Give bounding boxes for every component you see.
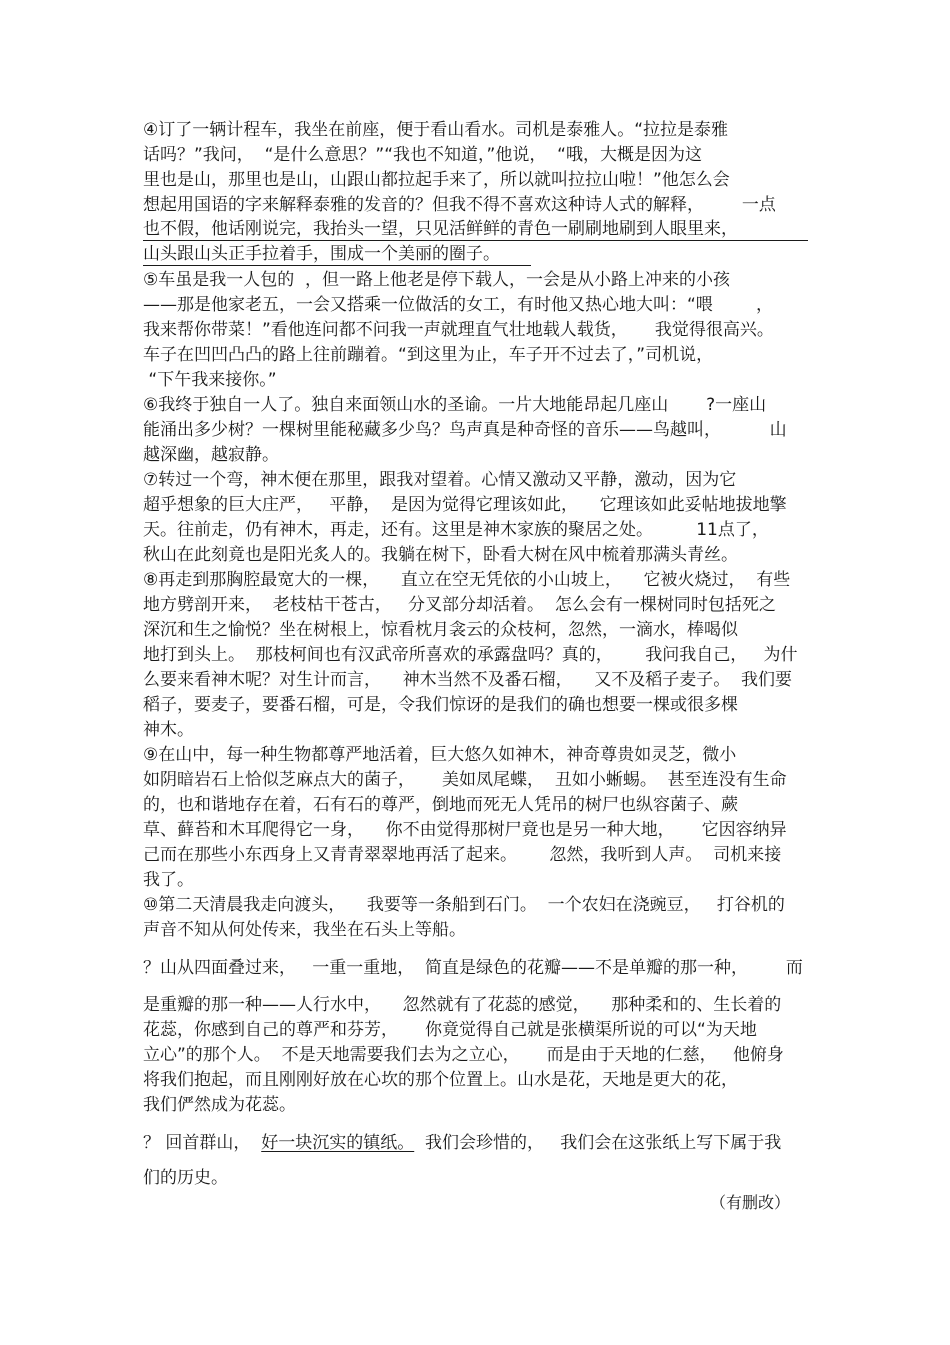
text-line: 么要来看神木呢？对生计而言， 神木当然不及番石榴， 又不及稻子麦子。 我们要 bbox=[143, 670, 793, 690]
edit-note: （有删改） bbox=[709, 1193, 790, 1212]
text-line: 将我们抱起，而且刚刚好放在心坎的那个位置上。山水是花，天地是更大的花， bbox=[143, 1070, 738, 1090]
text-line: 的，也和谐地存在着，石有石的尊严，倒地而死无人凭吊的树尸也纵容菌子、蕨 bbox=[143, 795, 738, 815]
text-line: 地方劈剖开来， 老枝枯干苍古， 分叉部分却活着。 怎么会有一棵树同时包括死之 bbox=[143, 595, 776, 615]
text-line: 如阴暗岩石上恰似芝麻点大的菌子， 美如凤尾蝶， 丑如小蜥蜴。 甚至连没有生命 bbox=[143, 770, 787, 790]
text-line: 声音不知从何处传来，我坐在石头上等船。 bbox=[143, 920, 466, 940]
text-line: 秋山在此刻竟也是阳光炙人的。我躺在树下，卧看大树在风中梳着那满头青丝。 bbox=[143, 545, 738, 565]
text-line: 深沉和生之愉悦？坐在树根上，惊看枕月衾云的众枝柯，忽然，一滴水，棒喝似 bbox=[143, 620, 738, 640]
text-line-with-underline bbox=[143, 1131, 781, 1155]
text-line: ⑨在山中，每一种生物都尊严地活着，巨大悠久如神木，神奇尊贵如灵芝，微小 bbox=[143, 745, 737, 765]
text-line: 们的历史。 bbox=[143, 1168, 228, 1188]
text-line: ⑥我终于独自一人了。独自来面领山水的圣谕。一片大地能昂起几座山 ?一座山 bbox=[143, 395, 767, 415]
text-line: 话吗？”我问， “是什么意思？”“我也不知道，”他说， “哦，大概是因为这 bbox=[143, 145, 702, 165]
text-line: ⑤车虽是我一人包的 ，但一路上他老是停下载人，一会是从小路上冲来的小孩 bbox=[143, 270, 731, 290]
text-line: 立心”的那个人。 不是天地需要我们去为之立心， 而是由于天地的仁慈， 他俯身 bbox=[143, 1045, 784, 1065]
text-line: 里也是山，那里也是山，山跟山都拉起手来了，所以就叫拉拉山啦！”他怎么会 bbox=[143, 170, 730, 190]
text-line: 超乎想象的巨大庄严， 平静， 是因为觉得它理该如此， 它理该如此妥帖地拔地擎 bbox=[143, 495, 787, 515]
text-line: 地打到头上。 那枝柯间也有汉武帝所喜欢的承露盘吗？真的， 我问我自己， 为什 bbox=[143, 645, 798, 665]
text-line: ？山从四面叠过来， 一重一重地， 简直是绿色的花瓣——不是单瓣的那一种， 而 bbox=[143, 958, 803, 978]
text-line: 我们俨然成为花蕊。 bbox=[143, 1095, 296, 1115]
text-line: 天。往前走，仍有神木，再走，还有。这里是神木家族的聚居之处。 11点了， bbox=[143, 520, 769, 540]
text-line-underlined: 山头跟山头正手拉着手，围成一个美丽的圈子。 bbox=[143, 243, 531, 266]
text-line: 车子在凹凹凸凸的路上往前蹦着。“到这里为止，车子开不过去了，”司机说， bbox=[143, 345, 714, 365]
text-line: ——那是他家老五，一会又搭乘一位做活的女工，有时他又热心地大叫：“喂 ， bbox=[143, 295, 774, 315]
text-line: 我来帮你带菜！”看他连问都不问我一声就理直气壮地载人载货， 我觉得很高兴。 bbox=[143, 320, 774, 340]
text-line: 想起用国语的字来解释泰雅的发音的？但我不得不喜欢这种诗人式的解释， 一点 bbox=[143, 195, 776, 215]
text-line: 越深幽，越寂静。 bbox=[143, 445, 279, 465]
text-line: 草、藓苔和木耳爬得它一身， 你不由觉得那树尸竟也是另一种大地， 它因容纳异 bbox=[143, 820, 787, 840]
text-line: 己而在那些小东西身上又青青翠翠地再活了起来。 忽然，我听到人声。 司机来接 bbox=[143, 845, 782, 865]
text-line: 花蕊，你感到自己的尊严和芬芳， 你竟觉得自己就是张横渠所说的可以“为天地 bbox=[143, 1020, 757, 1040]
text-segment: 我们会珍惜的， 我们会在这张纸上写下属于我 bbox=[414, 1133, 782, 1153]
text-line: ④订了一辆计程车，我坐在前座，便于看山看水。司机是泰雅人。“拉拉是泰雅 bbox=[143, 120, 729, 140]
text-line: “下午我来接你。” bbox=[143, 370, 277, 390]
underlined-phrase: 好一块沉实的镇纸。 bbox=[261, 1133, 415, 1153]
text-line: 我了。 bbox=[143, 870, 194, 890]
text-line: ⑦转过一个弯，神木便在那里，跟我对望着。心情又激动又平静，激动，因为它 bbox=[143, 470, 737, 490]
text-line: 是重瓣的那一种——人行水中， 忽然就有了花蕊的感觉， 那种柔和的、生长着的 bbox=[143, 995, 782, 1015]
text-line-underlined: 也不假，他话刚说完，我抬头一望，只见活鲜鲜的青色一刷刷地刷到人眼里来， bbox=[143, 218, 808, 241]
text-line: 稻子，要麦子，要番石榴，可是，令我们惊讶的是我们的确也想要一棵或很多棵 bbox=[143, 695, 738, 715]
text-line: ⑩第二天清晨我走向渡头， 我要等一条船到石门。 一个农妇在浇豌豆， 打谷机的 bbox=[143, 895, 785, 915]
text-line: 能涌出多少树？一棵树里能秘藏多少鸟？鸟声真是种奇怪的音乐——鸟越叫， 山 bbox=[143, 420, 787, 440]
text-segment: ？ 回首群山， bbox=[143, 1133, 262, 1153]
text-line: 神木。 bbox=[143, 720, 194, 740]
text-line: ⑧再走到那胸腔最宽大的一棵， 直立在空无凭依的小山坡上， 它被火烧过， 有些 bbox=[143, 570, 791, 590]
